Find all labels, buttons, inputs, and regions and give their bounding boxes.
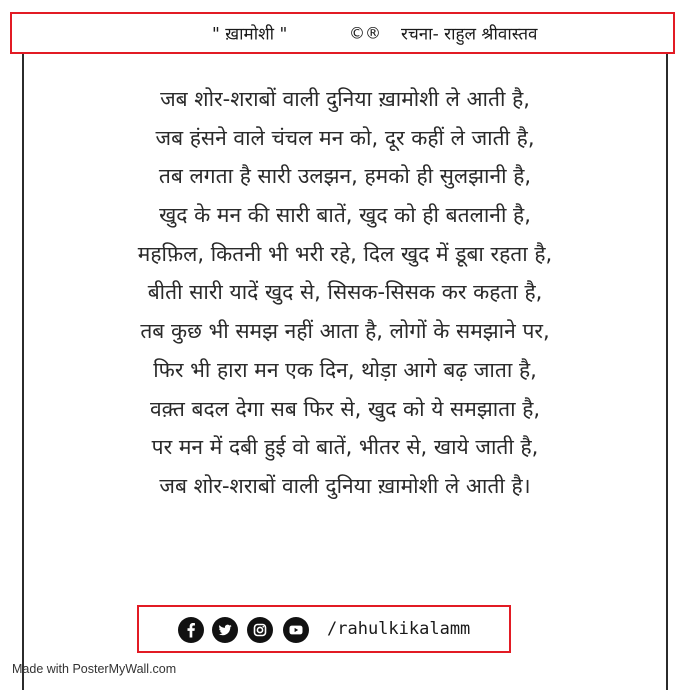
instagram-icon[interactable] bbox=[247, 617, 273, 643]
poem-line: खुद के मन की सारी बातें, खुद को ही बतलानी है, bbox=[159, 203, 531, 228]
watermark: Made with PosterMyWall.com bbox=[12, 662, 177, 676]
social-handle[interactable]: /rahulkikalamm bbox=[327, 619, 471, 639]
facebook-icon[interactable] bbox=[178, 617, 204, 643]
poem-line: पर मन में दबी हुई वो बातें, भीतर से, खाये जाती है, bbox=[151, 435, 539, 460]
twitter-icon[interactable] bbox=[212, 617, 238, 643]
poem-line: महफ़िल, कितनी भी भरी रहे, दिल खुद में डूबा रहता है, bbox=[137, 241, 553, 266]
poem-line: तब कुछ भी समझ नहीं आता है, लोगों के समझाने पर, bbox=[140, 319, 550, 344]
youtube-icon[interactable] bbox=[283, 617, 309, 643]
poem-line: तब लगता है सारी उलझन, हमको ही सुलझानी है, bbox=[158, 164, 532, 189]
author-credit: रचना- राहुल श्रीवास्तव bbox=[401, 24, 538, 45]
poem-title: " ख़ामोशी " bbox=[212, 24, 288, 45]
poem-line: जब हंसने वाले चंचल मन को, दूर कहीं ले जाती है, bbox=[155, 125, 535, 150]
social-box bbox=[137, 605, 511, 653]
poem-line: जब शोर-शराबों वाली दुनिया ख़ामोशी ले आती है। bbox=[159, 473, 531, 498]
poem-body bbox=[0, 80, 690, 506]
poem-line: बीती सारी यादें खुद से, सिसक-सिसक कर कहता है, bbox=[147, 280, 543, 305]
title-box bbox=[10, 12, 675, 54]
poem-line: फिर भी हारा मन एक दिन, थोड़ा आगे बढ़ जाता है, bbox=[153, 357, 537, 382]
poem-line: जब शोर-शराबों वाली दुनिया ख़ामोशी ले आती है, bbox=[160, 87, 530, 111]
poem-line: वक़्त बदल देगा सब फिर से, खुद को ये समझाता है, bbox=[149, 396, 541, 421]
copyright-mark: ©® bbox=[349, 23, 381, 43]
